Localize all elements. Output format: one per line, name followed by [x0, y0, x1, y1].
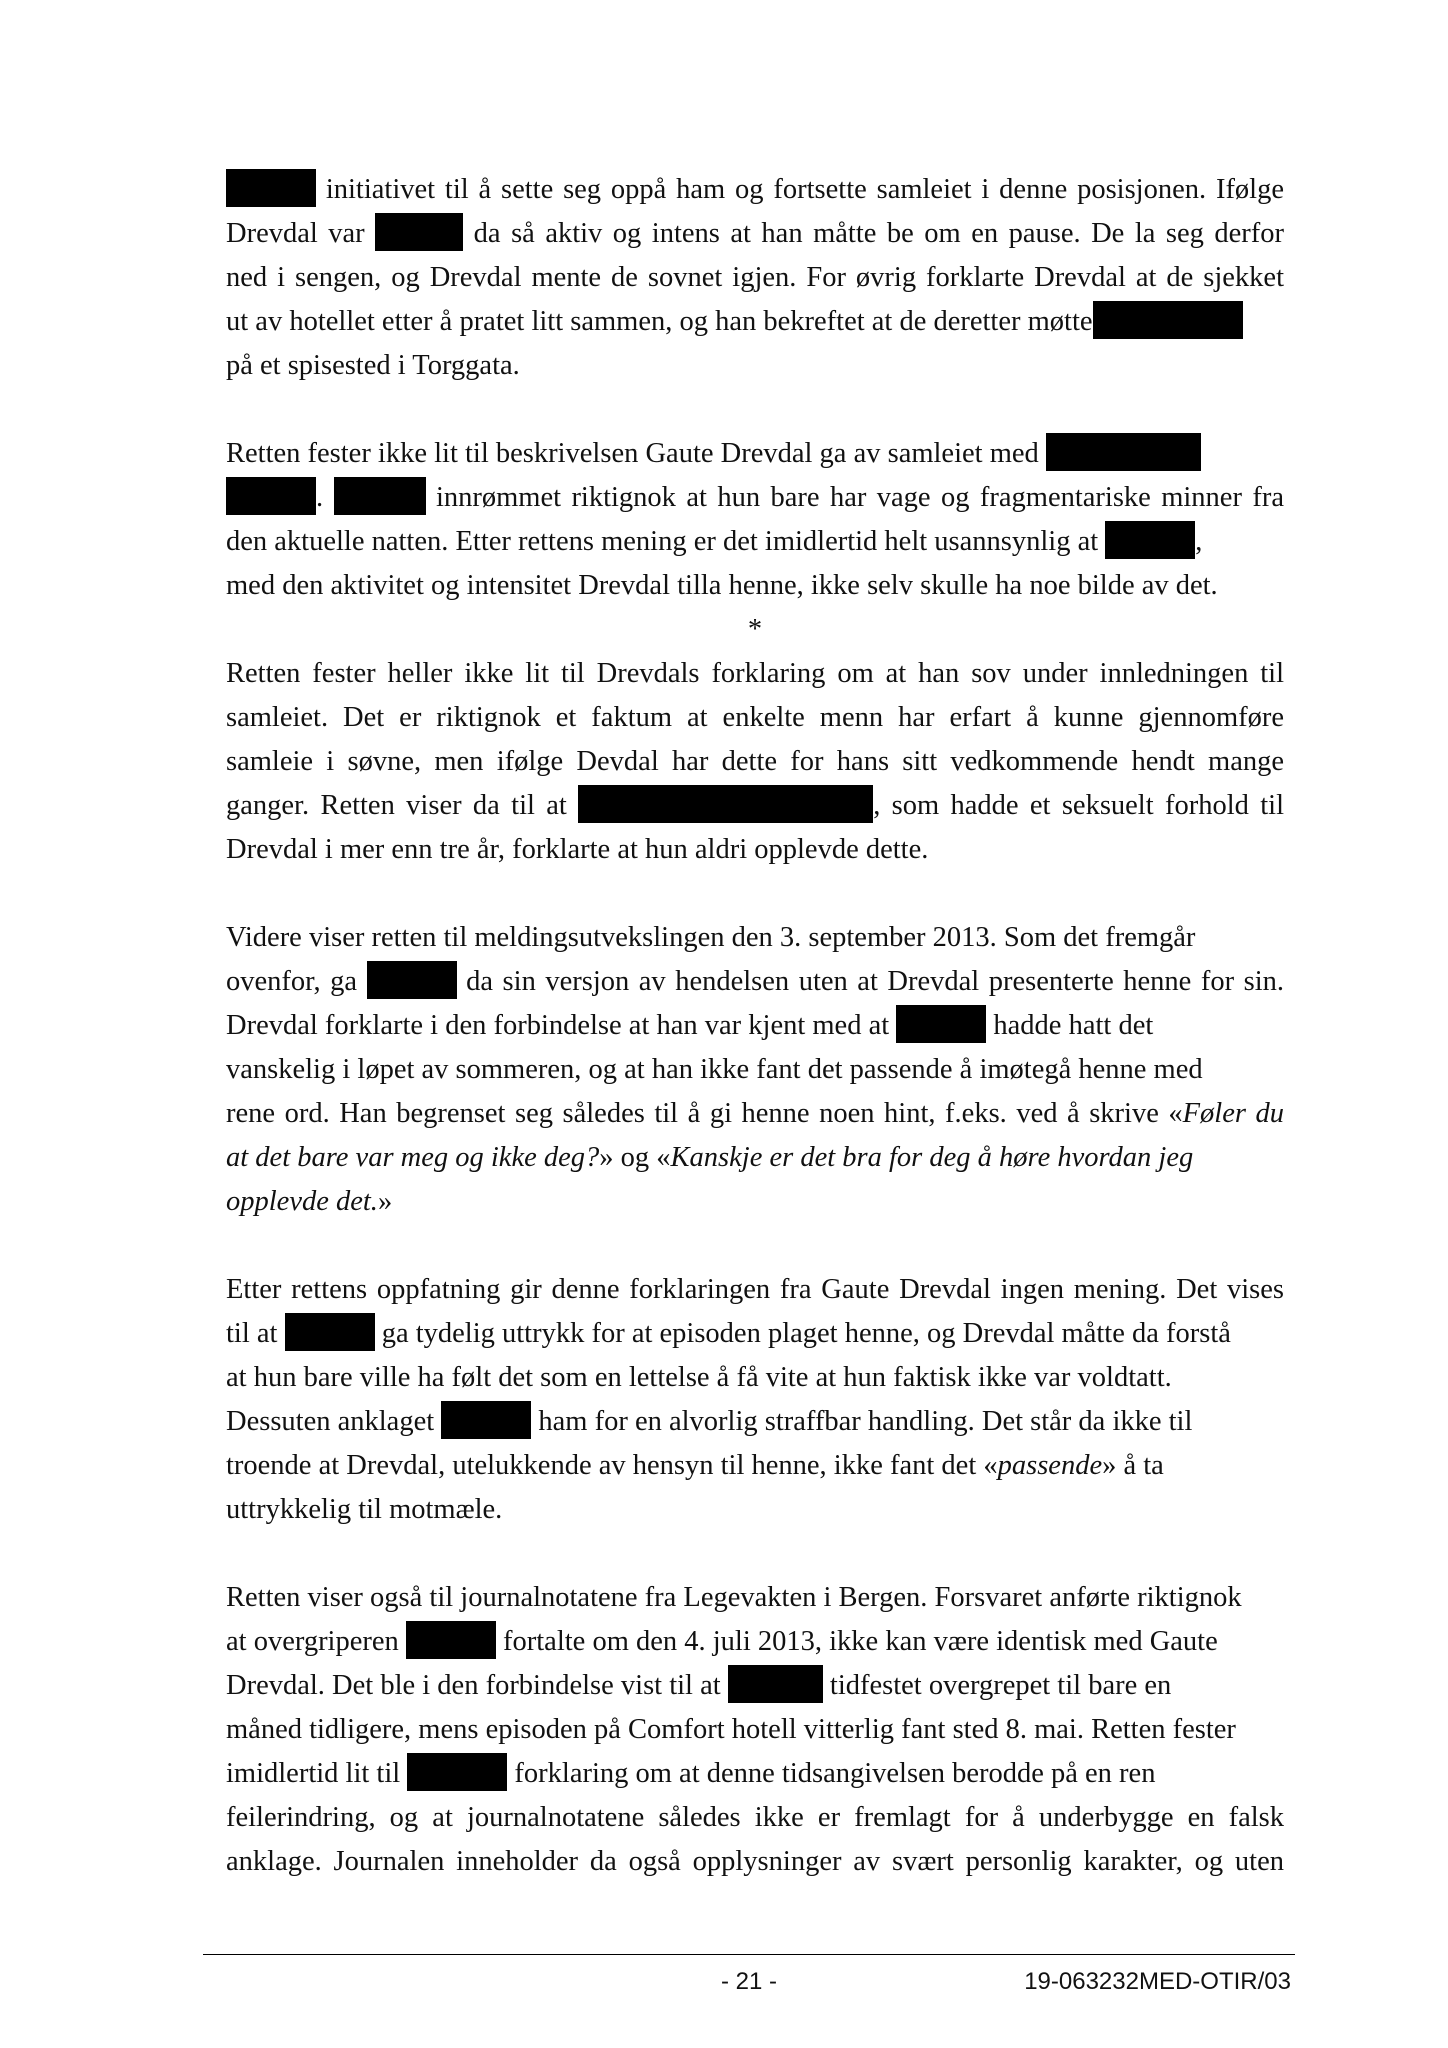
paragraph-gap [226, 872, 1284, 916]
text-run: den aktuelle natten. Etter rettens mening er det imidlertid helt usannsynlig at [226, 526, 1106, 557]
text-line [226, 916, 1284, 960]
italic-quote: Kanskje er det bra for deg å høre hvordan jeg [670, 1142, 1194, 1173]
text-line [226, 212, 1284, 256]
text-run: Etter rettens oppfatning gir denne forklaringen fra Gaute Drevdal ingen mening. Det vises [226, 1274, 1284, 1305]
text-line [226, 300, 1284, 344]
text-run: Drevdal i mer enn tre år, forklarte at hun aldri opplevde dette. [226, 834, 929, 865]
text-run: Retten viser også til journalnotatene fra Legevakten i Bergen. Forsvaret anførte riktignok [226, 1582, 1242, 1613]
italic-quote: Føler du [1182, 1098, 1284, 1129]
text-run: feilerindring, og at journalnotatene således ikke er fremlagt for å underbygge en falsk [226, 1802, 1284, 1833]
text-run: , som hadde et seksuelt forhold til [873, 790, 1284, 821]
redaction-box [728, 1665, 823, 1703]
text-run: Drevdal var [226, 218, 376, 249]
text-run: Retten fester ikke lit til beskrivelsen Gaute Drevdal ga av samleiet med [226, 438, 1046, 469]
redaction-box [1105, 521, 1195, 559]
text-run: ut av hotellet etter å pratet litt sammen, og han bekreftet at de deretter møtte [226, 306, 1093, 337]
text-line [226, 960, 1284, 1004]
text-line [226, 1620, 1284, 1664]
redaction-box [896, 1005, 986, 1043]
text-run: tidfestet overgrepet til bare en [822, 1670, 1172, 1701]
text-run: uttrykkelig til motmæle. [226, 1494, 503, 1525]
text-line [226, 1840, 1284, 1884]
text-line [226, 564, 1284, 608]
text-run: ned i sengen, og Drevdal mente de sovnet igjen. For øvrig forklarte Drevdal at de sjekket [226, 262, 1284, 293]
redaction-box [226, 477, 316, 515]
text-line [226, 344, 1284, 388]
text-run: anklage. Journalen inneholder da også opplysninger av svært personlig karakter, og uten [226, 1846, 1284, 1877]
text-line [226, 740, 1284, 784]
text-line [226, 1576, 1284, 1620]
text-run: da så aktiv og intens at han måtte be om en pause. De la seg derfor [463, 218, 1285, 249]
italic-quote: at det bare var meg og ikke deg? [226, 1142, 600, 1173]
text-run: troende at Drevdal, utelukkende av hensyn til henne, ikke fant det « [226, 1450, 998, 1481]
text-run: Dessuten anklaget [226, 1406, 442, 1437]
text-line [226, 1664, 1284, 1708]
text-run: samleiet. Det er riktignok et faktum at enkelte menn har erfart å kunne gjennomføre [226, 702, 1284, 733]
redaction-box [406, 1621, 496, 1659]
text-run: » [377, 1186, 393, 1217]
text-run: med den aktivitet og intensitet Drevdal tilla henne, ikke selv skulle ha noe bilde av det. [226, 570, 1218, 601]
text-line [226, 1004, 1284, 1048]
text-run: Drevdal. Det ble i den forbindelse vist til at [226, 1670, 728, 1701]
text-run: vanskelig i løpet av sommeren, og at han ikke fant det passende å imøtegå henne med [226, 1054, 1203, 1085]
text-line [226, 1180, 1284, 1224]
redaction-box [375, 213, 463, 251]
text-line [226, 696, 1284, 740]
paragraph [226, 1576, 1284, 1884]
text-line [226, 1488, 1284, 1532]
text-run: til at [226, 1318, 285, 1349]
italic-quote: opplevde det. [226, 1186, 378, 1217]
text-line [226, 1752, 1284, 1796]
text-run: ganger. Retten viser da til at [226, 790, 579, 821]
text-run: fortalte om den 4. juli 2013, ikke kan være identisk med Gaute [495, 1626, 1218, 1657]
text-line [226, 1312, 1284, 1356]
redaction-box [226, 169, 316, 207]
text-run: innrømmet riktignok at hun bare har vage og fragmentariske minner fra [425, 482, 1284, 513]
text-line [226, 520, 1284, 564]
text-run: forklaring om at denne tidsangivelsen berodde på en ren [507, 1758, 1156, 1789]
page-number: - 21 - [720, 1968, 777, 1995]
text-run: måned tidligere, mens episoden på Comfort hotell vitterlig fant sted 8. mai. Retten fester [226, 1714, 1236, 1745]
paragraph [226, 916, 1284, 1224]
text-line [226, 1708, 1284, 1752]
text-run: ga tydelig uttrykk for at episoden plaget henne, og Drevdal måtte da forstå [374, 1318, 1231, 1349]
text-run: imidlertid lit til [226, 1758, 408, 1789]
text-line [226, 828, 1284, 872]
text-run: . [316, 482, 334, 513]
paragraph [226, 432, 1284, 608]
paragraph-gap [226, 388, 1284, 432]
text-run: ham for en alvorlig straffbar handling. Det står da ikke til [531, 1406, 1193, 1437]
redaction-box [334, 477, 426, 515]
case-number: 19-063232MED-OTIR/03 [1024, 1968, 1291, 1995]
text-line [226, 1092, 1284, 1136]
text-run: at overgriperen [226, 1626, 406, 1657]
italic-quote: passende [997, 1450, 1103, 1481]
text-run: » og « [599, 1142, 671, 1173]
redaction-box [1093, 301, 1243, 339]
document-body [226, 168, 1284, 1884]
text-line [226, 432, 1284, 476]
redaction-box [1046, 433, 1201, 471]
text-line [226, 168, 1284, 212]
redaction-box [367, 961, 457, 999]
redaction-box [578, 785, 873, 823]
text-run: samleie i søvne, men ifølge Devdal har dette for hans sitt vedkommende hendt mange [226, 746, 1284, 777]
text-run: at hun bare ville ha følt det som en lettelse å få vite at hun faktisk ikke var voldtatt. [226, 1362, 1172, 1393]
text-run: Retten fester heller ikke lit til Drevdals forklaring om at han sov under innledningen til [226, 658, 1284, 689]
text-line [226, 1400, 1284, 1444]
text-run: » å ta [1102, 1450, 1164, 1481]
text-run: på et spisested i Torggata. [226, 350, 520, 381]
text-run: ovenfor, ga [226, 966, 367, 997]
text-run: Videre viser retten til meldingsutvekslingen den 3. september 2013. Som det fremgår [226, 922, 1196, 953]
text-line [226, 784, 1284, 828]
text-run: , [1195, 526, 1203, 557]
text-line [226, 1136, 1284, 1180]
text-line [226, 652, 1284, 696]
text-line [226, 1048, 1284, 1092]
text-run: da sin versjon av hendelsen uten at Drevdal presenterte henne for sin. [456, 966, 1285, 997]
text-run: hadde hatt det [986, 1010, 1154, 1041]
paragraph [226, 168, 1284, 388]
text-line [226, 1356, 1284, 1400]
text-line [226, 1796, 1284, 1840]
footer-rule [203, 1954, 1295, 1955]
text-line [226, 1268, 1284, 1312]
redaction-box [285, 1313, 375, 1351]
paragraph [226, 652, 1284, 872]
text-run: initiativet til å sette seg oppå ham og fortsette samleiet i denne posisjonen. Ifølge [316, 174, 1284, 205]
paragraph [226, 1268, 1284, 1532]
text-line [226, 256, 1284, 300]
redaction-box [441, 1401, 531, 1439]
redaction-box [407, 1753, 507, 1791]
text-run: Drevdal forklarte i den forbindelse at han var kjent med at [226, 1010, 897, 1041]
section-separator: * [747, 614, 763, 645]
text-line [226, 476, 1284, 520]
paragraph-gap [226, 1224, 1284, 1268]
text-run: rene ord. Han begrenset seg således til å gi henne noen hint, f.eks. ved å skrive « [226, 1098, 1183, 1129]
text-line [226, 1444, 1284, 1488]
paragraph-gap [226, 1532, 1284, 1576]
